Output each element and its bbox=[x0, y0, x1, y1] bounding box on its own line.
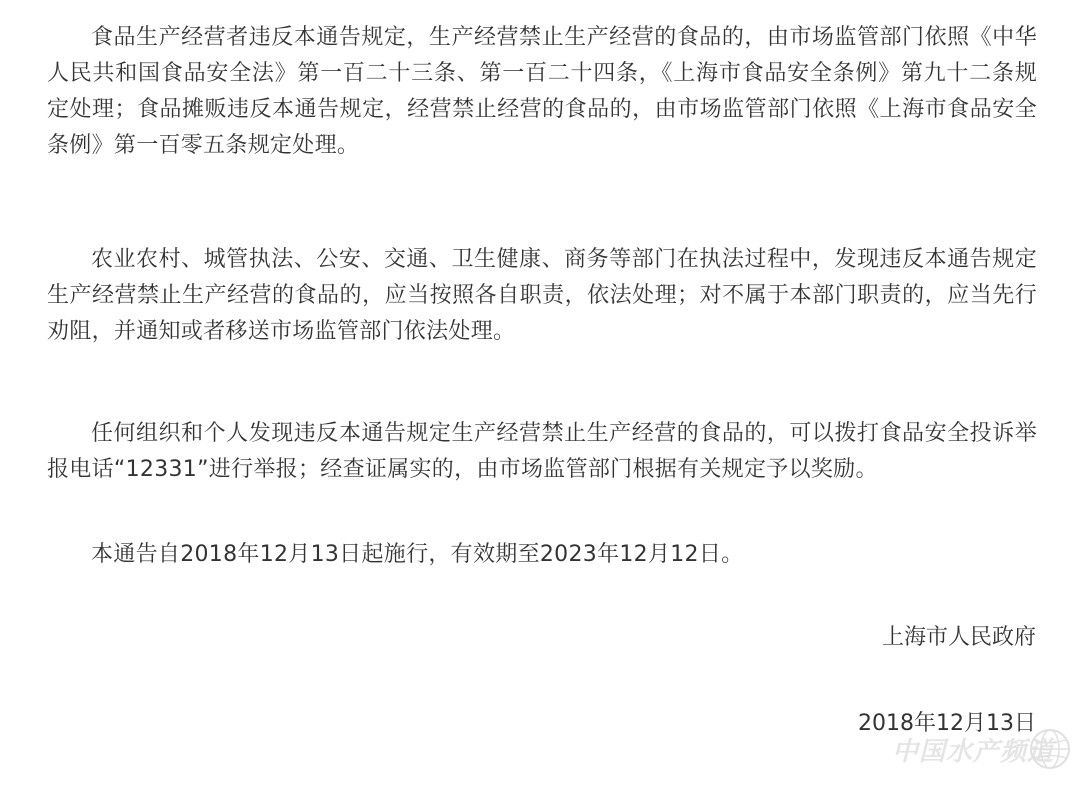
paragraph-penalty-producers: 食品生产经营者违反本通告规定，生产经营禁止生产经营的食品的，由市场监管部门依照《中华人民共和国食品安全法》第一百二十三条、第一百二十四条，《上海市食品安全条例》第九十二条规定处理；食品摊贩违反本通告规定，经营禁止经营的食品的，由市场监管部门依照《上海市食品安全条例》第一百零五条规定处理。 bbox=[47, 25, 1037, 158]
paragraph-department-enforcement: 农业农村、城管执法、公安、交通、卫生健康、商务等部门在执法过程中，发现违反本通告规定生产经营禁止生产经营的食品的，应当按照各自职责，依法处理；对不属于本部门职责的，应当先行劝阻，并通知或者移送市场监管部门依法处理。 bbox=[47, 247, 1037, 344]
paragraph-public-reporting: 任何组织和个人发现违反本通告规定生产经营禁止生产经营的食品的，可以拨打食品安全投诉举报电话“12331”进行举报；经查证属实的，由市场监管部门根据有关规定予以奖励。 bbox=[47, 421, 1037, 482]
signature-date: 2018年12月13日 bbox=[858, 711, 1036, 736]
paragraph-effective-date: 本通告自2018年12月13日起施行，有效期至2023年12月12日。 bbox=[91, 542, 744, 567]
signature-organization: 上海市人民政府 bbox=[881, 625, 1036, 650]
globe-icon bbox=[1028, 727, 1072, 771]
watermark-logo bbox=[892, 727, 1072, 777]
watermark-text: 中国水产频道 bbox=[892, 737, 1055, 767]
